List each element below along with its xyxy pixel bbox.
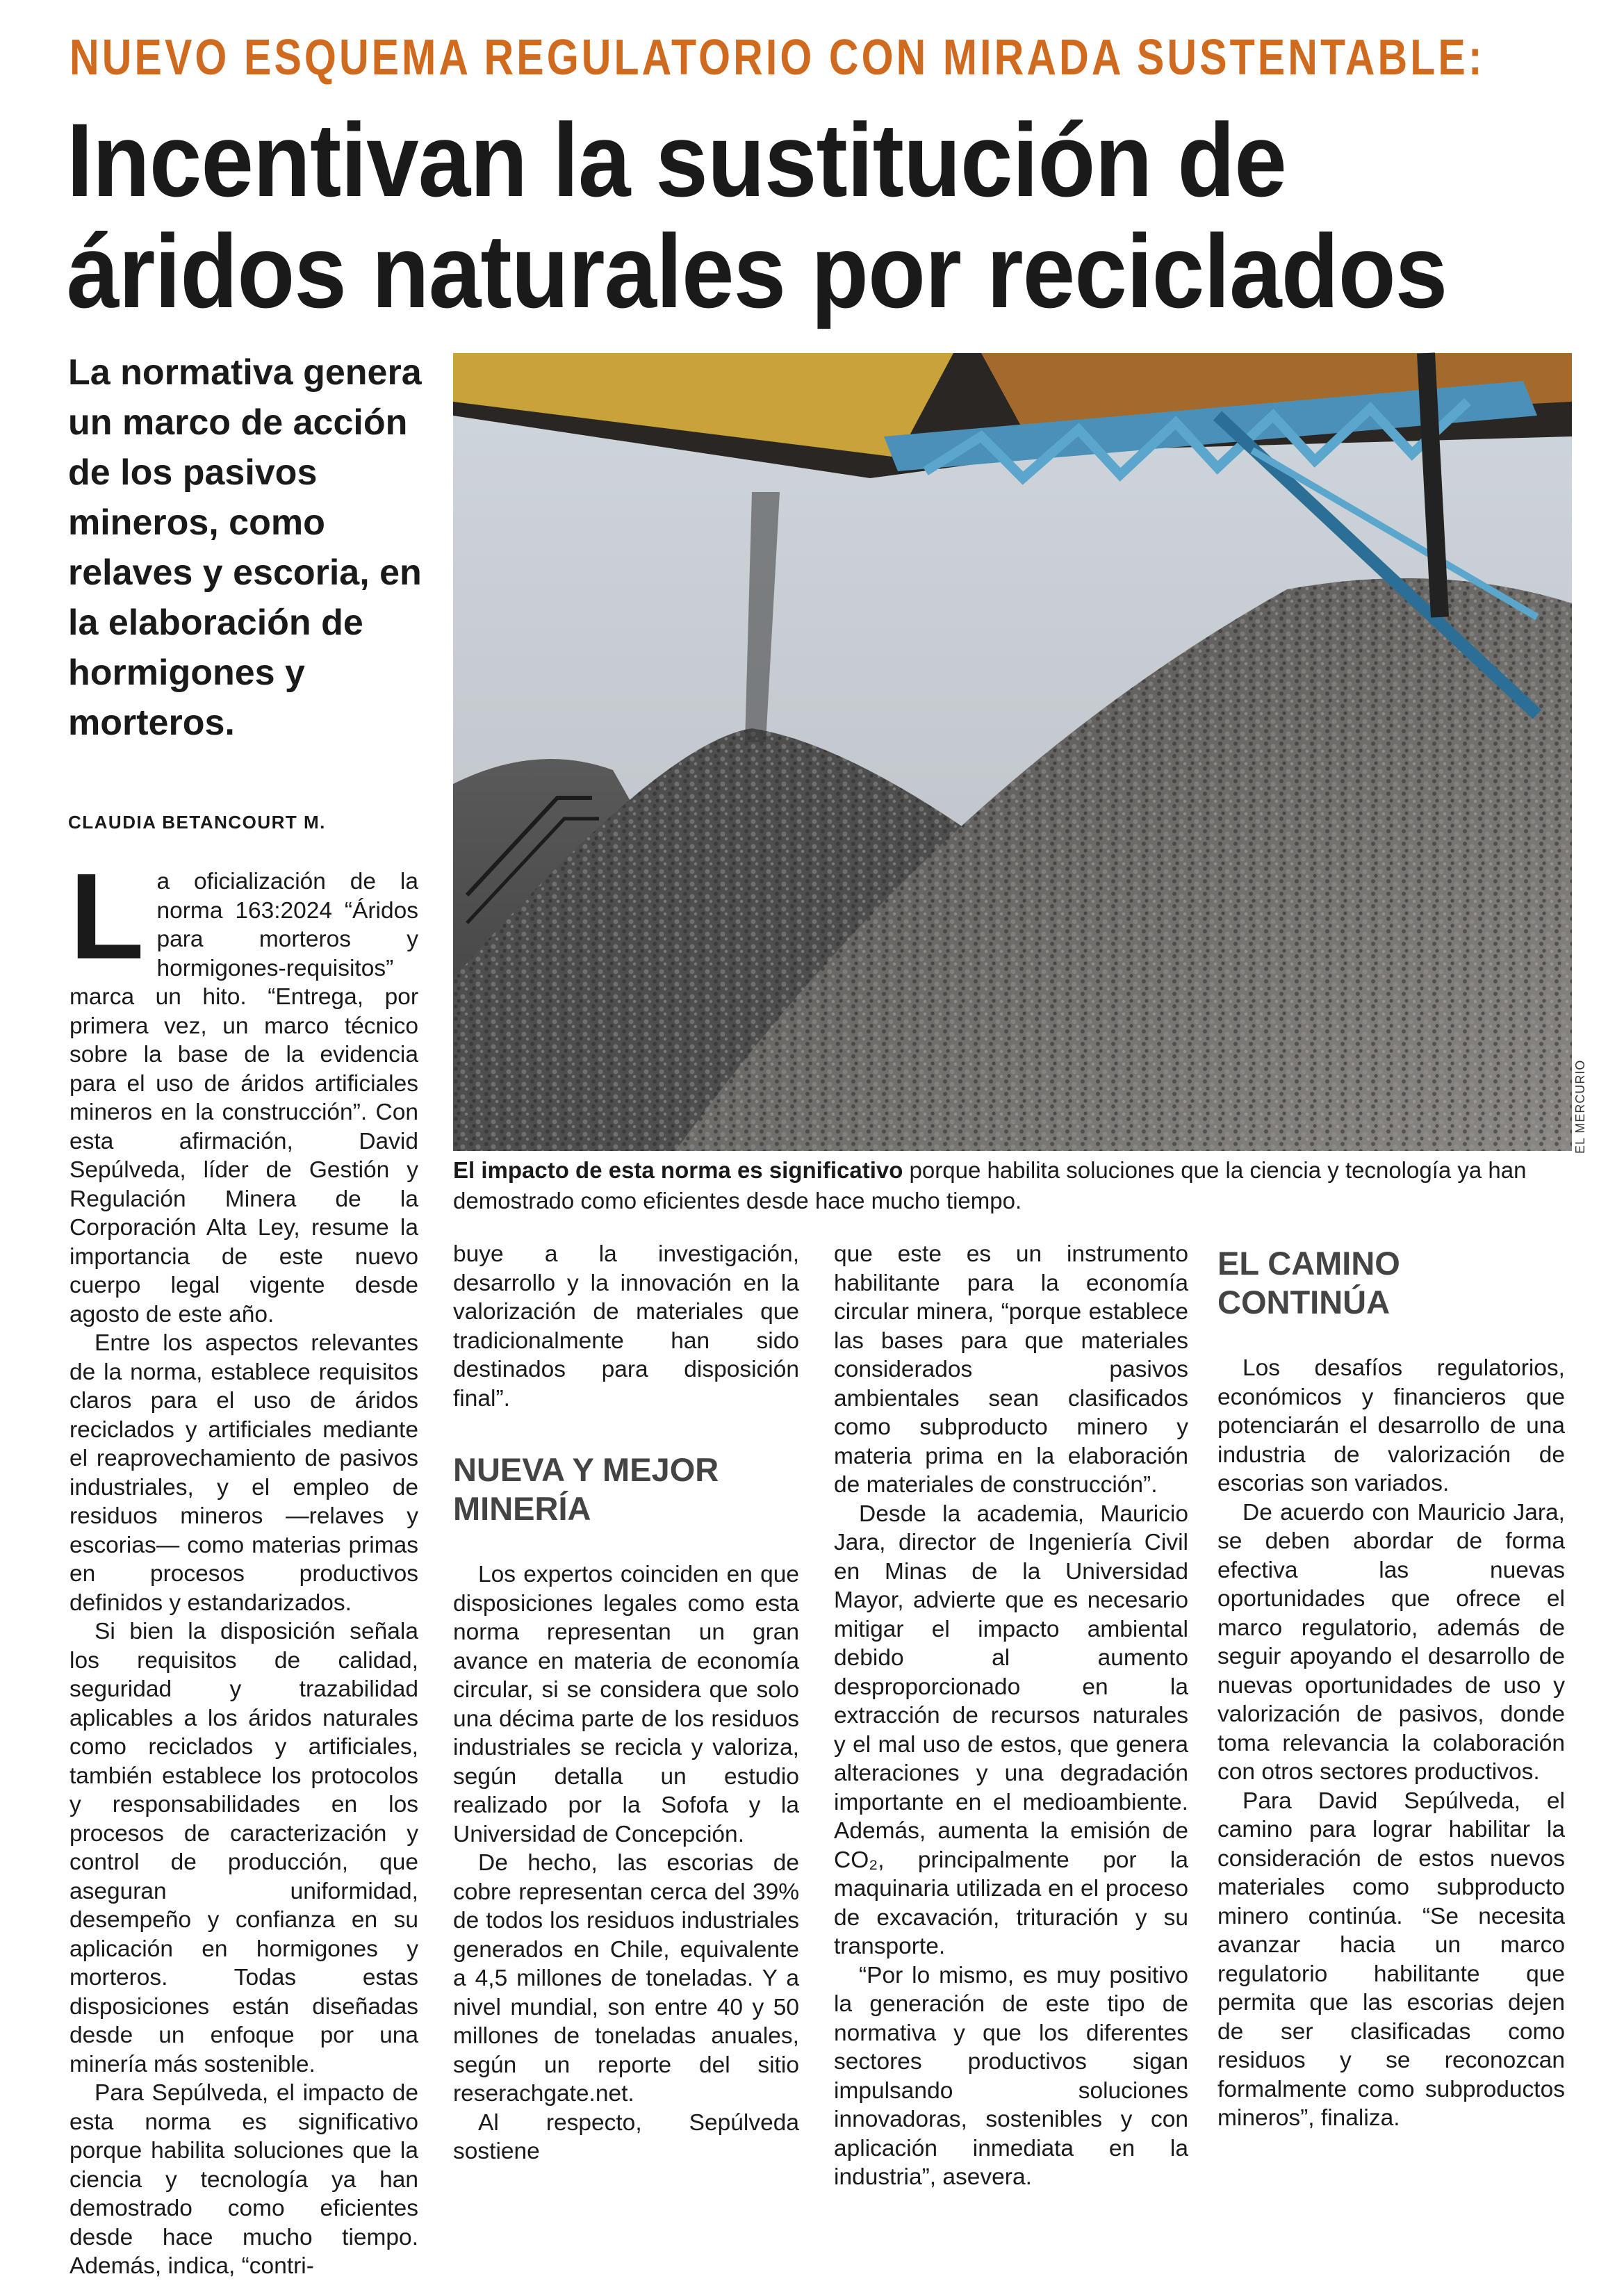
paragraph-1: La oficialización de la norma 163:2024 “Áridos para morteros y hormigones-requisitos” marca un hito. “Entrega, por primera vez, un marco técnico sobre la base de la evidencia para el uso de áridos artificiales mineros en la construcción”. Con esta afirmación, David Sepúlveda, líder de Gestión y Regulación Minera de la Corporación Alta Ley, resume la importancia de este nuevo cuerpo legal vigente desde agosto de este año.: [69, 849, 418, 1327]
paragraph-12: Los desafíos regulatorios, económicos y financieros que potenciarán el desarrollo de una industria de valorización de escorias son variados.: [1217, 1355, 1565, 1496]
paragraph-10: Desde la academia, Mauricio Jara, director de Ingeniería Civil en Minas de la Universidad Mayor, advierte que es necesario mitigar el impacto ambiental debido al aumento desproporcionado en la extracción de recursos naturales y el mal uso de estos, que genera alteraciones y una degradación importante en el medioambiente. Además, aumenta la emisión de CO₂, principalmente por la maquinaria utilizada en el proceso de excavación, trituración y su transporte.: [834, 1501, 1188, 1959]
headline: [67, 101, 1596, 329]
photo-credit: EL MERCURIO: [1573, 1059, 1587, 1154]
column-4: [1217, 1240, 1565, 2133]
headline-line-1: Incentivan la sustitución de: [67, 101, 1286, 218]
column-3: [834, 1240, 1188, 2192]
headline-line-2: áridos naturales por reciclados: [67, 213, 1447, 329]
paragraph-8: Al respecto, Sepúlveda sostiene: [453, 2109, 799, 2164]
paragraph-13: De acuerdo con Mauricio Jara, se deben abordar de forma efectiva las nuevas oportunidades que ofrece el marco regulatorio, además de seguir apoyando el desarrollo de nuevas oportunidades de uso y valorización de pasivos, donde toma relevancia la colaboración con otros sectores productivos.: [1217, 1499, 1565, 1785]
paragraph-14: Para David Sepúlveda, el camino para lograr habilitar la consideración de estos nuevos materiales como subproducto minero continúa. “Se necesita avanzar hacia un marco regulatorio habilitante que permita que las escorias dejen de ser clasificadas como residuos y se reconozcan formalmente como subproductos mineros”, finaliza.: [1217, 1788, 1565, 2131]
caption-text: porque habilita soluciones que la ciencia y tecnología ya han demostrado como eficientes desde hace mucho tiempo.: [453, 1157, 1527, 1213]
column-1: [69, 849, 418, 2281]
subhead-nueva-mejor-mineria: NUEVA Y MEJOR MINERÍA: [453, 1451, 719, 1527]
paragraph-4: Para Sepúlveda, el impacto de esta norma es significativo porque habilita soluciones que la ciencia y tecnología ya han demostrado como eficientes desde hace mucho tiempo. Además, indica, “contri-: [69, 2080, 418, 2279]
byline: CLAUDIA BETANCOURT M.: [68, 812, 326, 833]
paragraph-3: Si bien la disposición señala los requisitos de calidad, seguridad y trazabilidad aplicables a los áridos naturales como reciclados y artificiales, también establece los protocolos y responsabilidades en los procesos de caracterización y control de producción, que aseguran uniformidad, desempeño y confianza en su aplicación en hormigones y morteros. Todas estas disposiciones están diseñadas desde un enfoque por una minería más sostenible.: [69, 1619, 418, 2077]
paragraph-9: que este es un instrumento habilitante para la economía circular minera, “porque establece las bases para que materiales considerados pasivos ambientales sean clasificados como subproducto minero y materia prima en la elaboración de materiales de construcción”.: [834, 1241, 1188, 1498]
paragraph-6: Los expertos coinciden en que disposiciones legales como esta norma representan un gran avance en materia de economía circular, si se considera que solo una décima parte de los residuos industriales se recicla y valoriza, según detalla un estudio realizado por la Sofofa y la Universidad de Concepción.: [453, 1562, 799, 1847]
paragraph-11: “Por lo mismo, es muy positivo la generación de este tipo de normativa y que los diferentes sectores productivos sigan impulsando soluciones innovadoras, sostenibles y con aplicación inmediata en la industria”, asevera.: [834, 1962, 1188, 2190]
deck: La normativa genera un marco de acción de los pasivos mineros, como relaves y escoria, en la elaboración de hormigones y morteros.: [68, 352, 422, 743]
article-photo: [453, 353, 1572, 1151]
paragraph-2: Entre los aspectos relevantes de la norma, establece requisitos claros para el uso de áridos reciclados y artificiales mediante el reaprovechamiento de pasivos industriales, y el empleo de residuos mineros —relaves y escorias— como materias primas en procesos productivos definidos y estandarizados.: [69, 1330, 418, 1616]
photo-caption: [453, 1155, 1572, 1216]
subhead-el-camino-continua: EL CAMINO CONTINÚA: [1217, 1245, 1400, 1321]
column-2: [453, 1240, 799, 2166]
paragraph-5: buye a la investigación, desarrollo y la innovación en la valorización de materiales que tradicionalmente han sido destinados para disposición final”.: [453, 1241, 799, 1412]
drop-cap: L: [69, 849, 145, 985]
caption-bold: El impacto de esta norma es significativo: [453, 1157, 903, 1183]
paragraph-7: De hecho, las escorias de cobre representan cerca del 39% de todos los residuos industriales generados en Chile, equivalente a 4,5 millones de toneladas. Y a nivel mundial, son entre 40 y 50 millones de toneladas anuales, según un reporte del sitio reserachgate.net.: [453, 1850, 799, 2107]
kicker: NUEVO ESQUEMA REGULATORIO CON MIRADA SUSTENTABLE:: [69, 30, 1485, 85]
